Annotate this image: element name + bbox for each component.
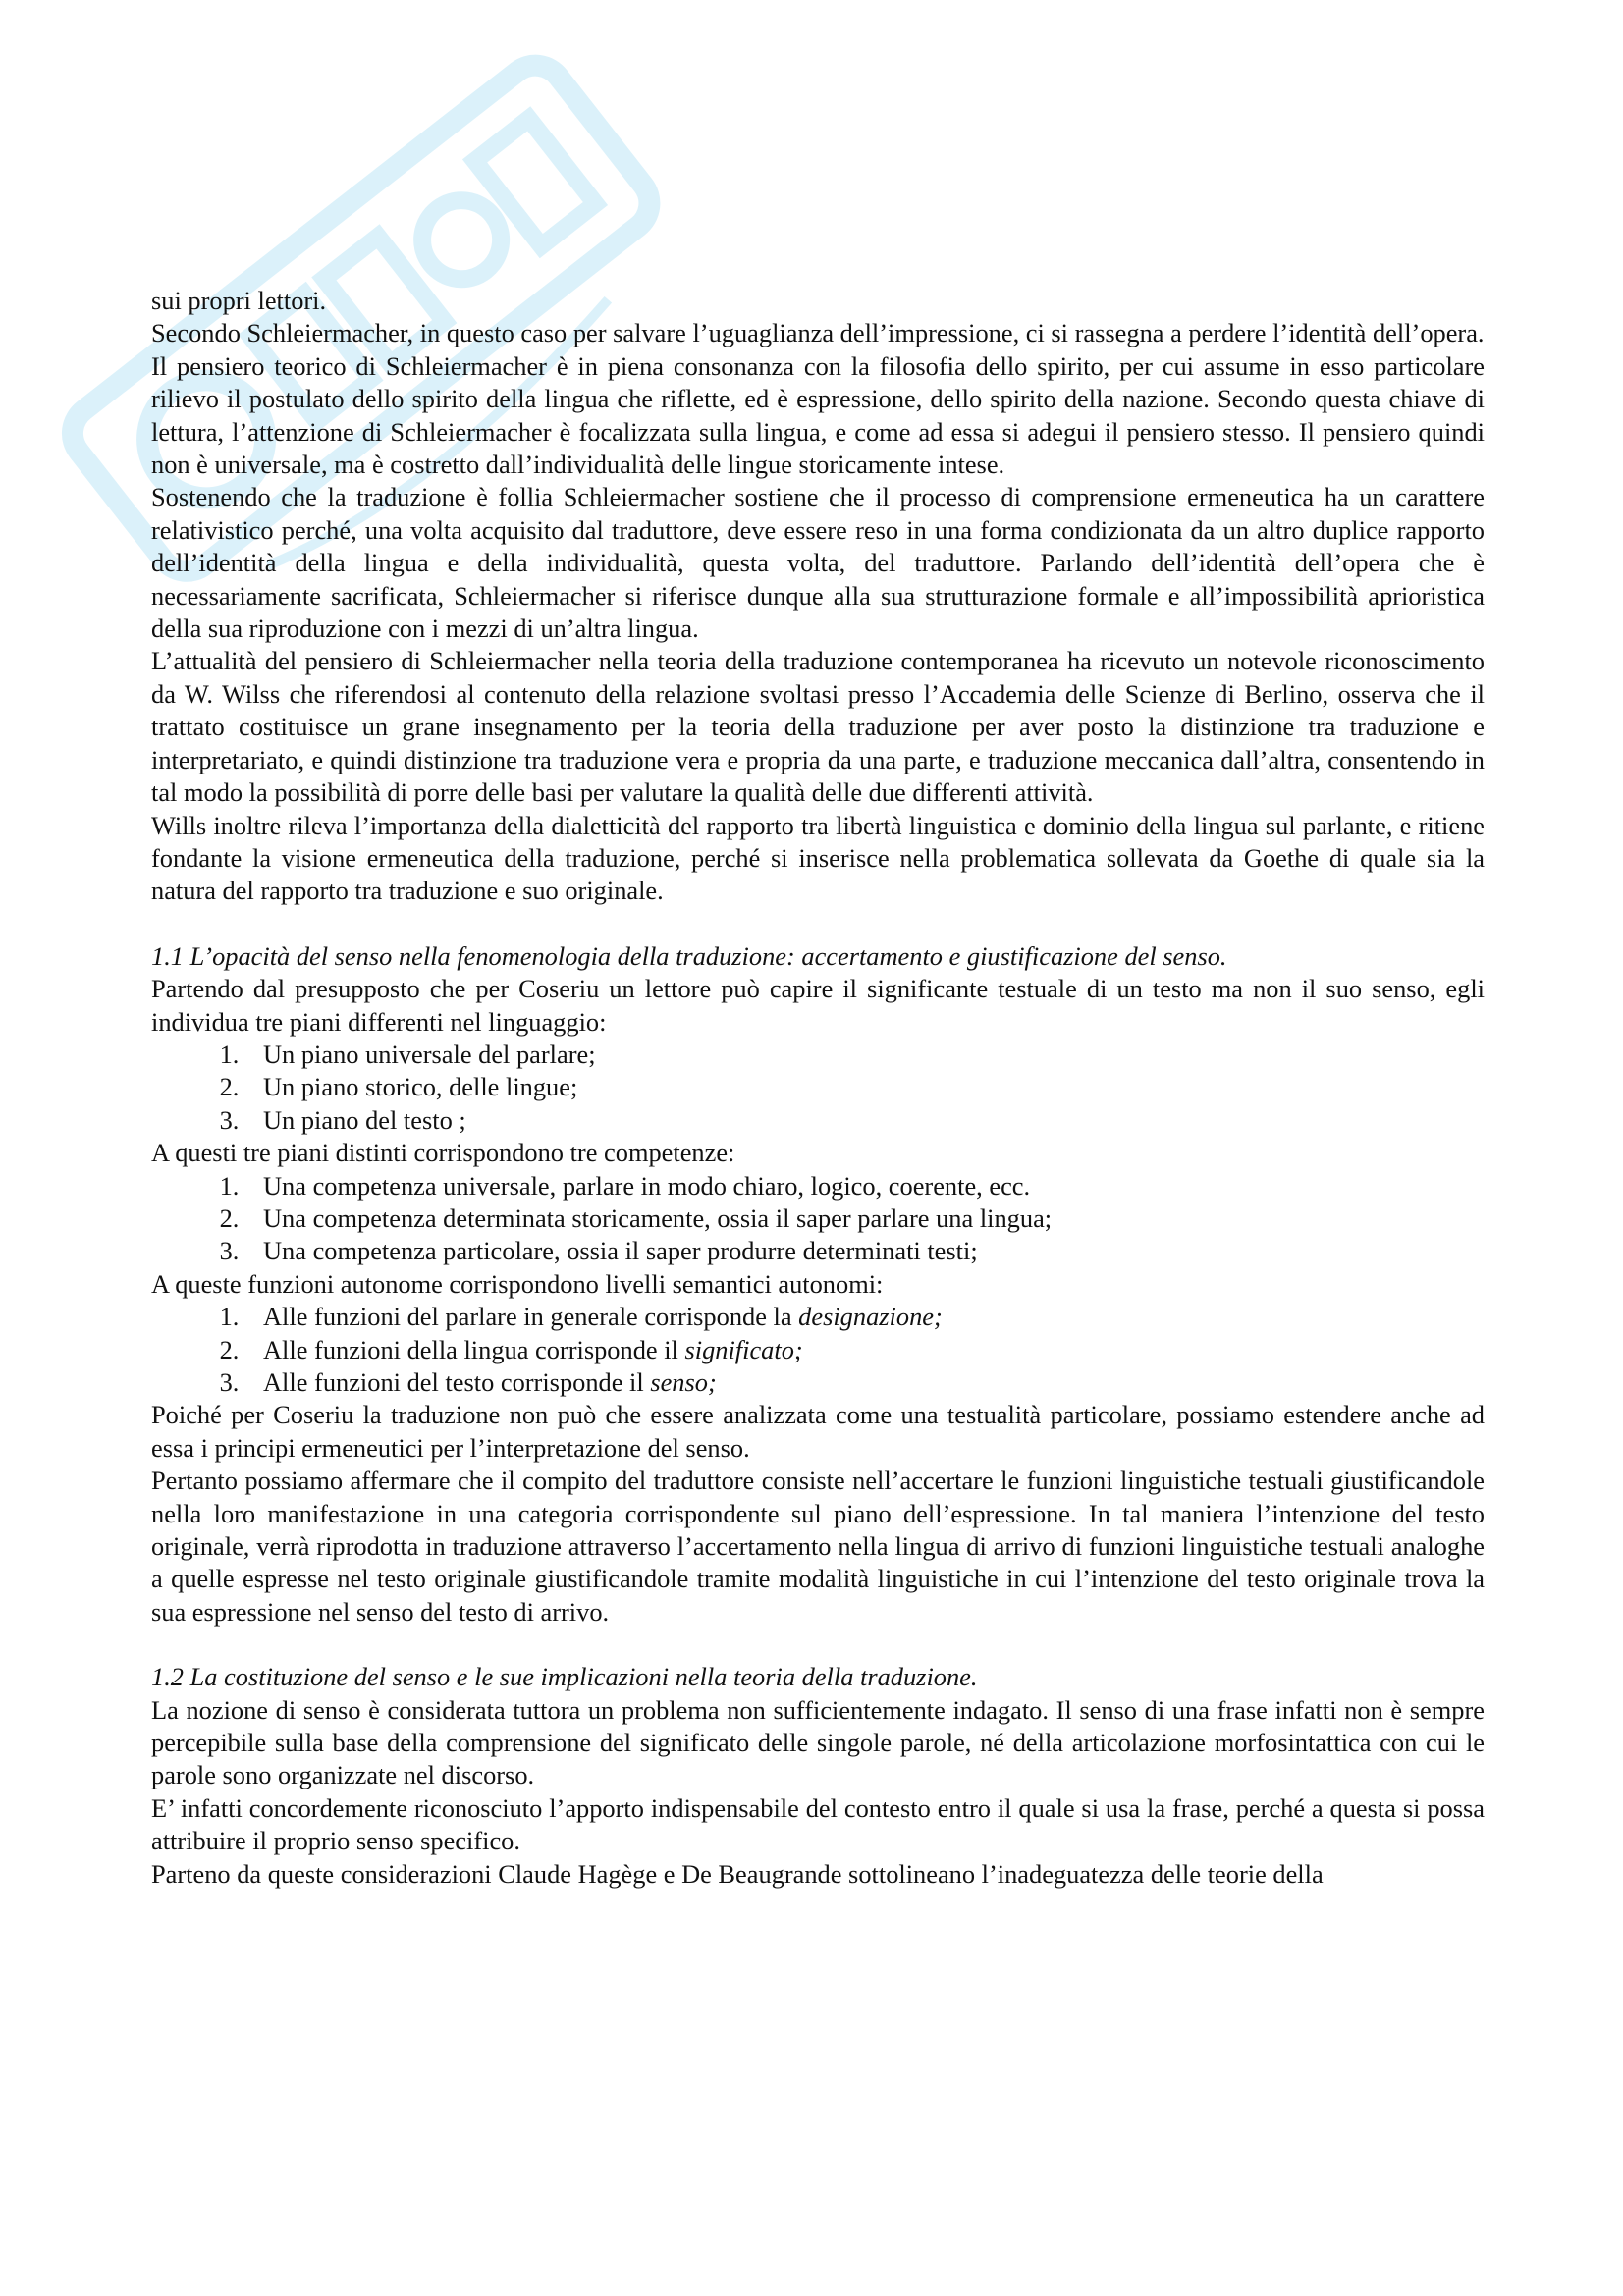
list-item: 3. Un piano del testo ;: [245, 1104, 1485, 1137]
paragraph: Sostenendo che la traduzione è follia Schleiermacher sostiene che il processo di comprensione ermeneutica ha un carattere relativistico perché, una volta acquisito dal traduttore, deve essere reso in una forma condizionata da un altro duplice rapporto dell’identità della lingua e della individualità, questa volta, del traduttore. Parlando dell’identità dell’opera che è necessariamente sacrificata, Schleiermacher si riferisce dunque alla sua strutturazione formale e all’impossibilità aprioristica della sua riproduzione con i mezzi di un’altra lingua.: [151, 482, 1485, 644]
list-item: 3. Una competenza particolare, ossia il saper produrre determinati testi;: [245, 1235, 1485, 1267]
list-item: 1. Una competenza universale, parlare in modo chiaro, logico, coerente, ecc.: [245, 1170, 1485, 1202]
list-item: [245, 1334, 1485, 1366]
paragraph: sui propri lettori.: [151, 286, 327, 315]
list-item-term: designazione;: [798, 1302, 943, 1332]
paragraph: L’attualità del pensiero di Schleiermacher nella teoria della traduzione contemporanea ha ricevuto un notevole riconoscimento da W. Wilss che riferendosi al contenuto della relazione svoltasi presso l’Accademia delle Scienze di Berlino, osserva che il trattato costituisce un grane insegnamento per la teoria della traduzione per aver posto la distinzione tra traduzione e interpretariato, e quindi distinzione tra traduzione vera e propria da una parte, e traduzione meccanica dall’altra, consentendo in tal modo la possibilità di porre delle basi per valutare la qualità delle due differenti attività.: [151, 646, 1485, 808]
list-item: 1. Un piano universale del parlare;: [245, 1039, 1485, 1071]
list-competences: [151, 1170, 1485, 1268]
paragraph: E’ infatti concordemente riconosciuto l’apporto indispensabile del contesto entro il quale si usa la frase, perché a questa si possa attribuire il proprio senso specifico.: [151, 1792, 1485, 1856]
list-item-text: Alle funzioni del parlare in generale corrisponde la: [263, 1302, 799, 1332]
paragraph: Pertanto possiamo affermare che il compito del traduttore consiste nell’accertare le funzioni linguistiche testuali giustificandole nella loro manifestazione in una categoria corrispondente sul piano dell’espressione. In tal maniera l’intenzione del testo originale, verrà riprodotta in traduzione attraverso l’accertamento nella lingua di arrivo di funzioni linguistiche testuali analoghe a quelle espresse nel testo originale giustificandole tramite modalità linguistiche in cui l’intenzione del testo originale trova la sua espressione nel senso del testo di arrivo.: [151, 1466, 1485, 1627]
section-heading: 1.1 L’opacità del senso nella fenomenologia della traduzione: accertamento e giustificazione del senso.: [151, 940, 1227, 971]
list-item: [245, 1366, 1485, 1399]
document-page: [151, 285, 1485, 1891]
list-planes: [151, 1039, 1485, 1137]
list-item-text: Alle funzioni della lingua corrisponde il: [263, 1334, 685, 1364]
list-semantic-levels: [151, 1301, 1485, 1399]
paragraph: A questi tre piani distinti corrispondono tre competenze:: [151, 1138, 735, 1168]
paragraph: Wills inoltre rileva l’importanza della dialetticità del rapporto tra libertà linguistica e dominio della lingua sul parlante, e ritiene fondante la visione ermeneutica della traduzione, perché si inserisce nella problematica sollevata da Goethe di quale sia la natura del rapporto tra traduzione e suo originale.: [151, 810, 1485, 906]
list-item-term: senso;: [650, 1367, 717, 1397]
list-item-term: significato;: [684, 1334, 803, 1364]
list-item: 2. Una competenza determinata storicamente, ossia il saper parlare una lingua;: [245, 1202, 1485, 1235]
list-item: 2. Un piano storico, delle lingue;: [245, 1071, 1485, 1103]
section-heading: 1.2 La costituzione del senso e le sue implicazioni nella teoria della traduzione.: [151, 1662, 978, 1692]
list-item: [245, 1301, 1485, 1333]
paragraph: A queste funzioni autonome corrispondono livelli semantici autonomi:: [151, 1268, 884, 1299]
paragraph: Secondo Schleiermacher, in questo caso per salvare l’uguaglianza dell’impressione, ci si rassegna a perdere l’identità dell’opera.: [151, 318, 1485, 348]
paragraph: Il pensiero teorico di Schleiermacher è in piena consonanza con la filosofia dello spirito, per cui assume in esso particolare rilievo il postulato dello spirito della lingua che riflette, ed è espressione, dello spirito della nazione. Secondo questa chiave di lettura, l’attenzione di Schleiermacher è focalizzata sulla lingua, e come ad essa si adegui il pensiero stesso. Il pensiero quindi non è universale, ma è costretto dall’individualità delle lingue storicamente intese.: [151, 350, 1485, 480]
paragraph: Poiché per Coseriu la traduzione non può che essere analizzata come una testualità particolare, possiamo estendere anche ad essa i principi ermeneutici per l’interpretazione del senso.: [151, 1400, 1485, 1463]
paragraph: Partendo dal presupposto che per Coseriu un lettore può capire il significante testuale di un testo ma non il suo senso, egli individua tre piani differenti nel linguaggio:: [151, 974, 1485, 1037]
paragraph: La nozione di senso è considerata tuttora un problema non sufficientemente indagato. Il senso di una frase infatti non è sempre percepibile sulla base della comprensione del significato delle singole parole, né della articolazione morfosintattica con cui le parole sono organizzate nel discorso.: [151, 1694, 1485, 1790]
paragraph: Parteno da queste considerazioni Claude Hagège e De Beaugrande sottolineano l’inadeguatezza delle teorie della: [151, 1858, 1324, 1889]
list-item-text: Alle funzioni del testo corrisponde il: [263, 1367, 651, 1397]
